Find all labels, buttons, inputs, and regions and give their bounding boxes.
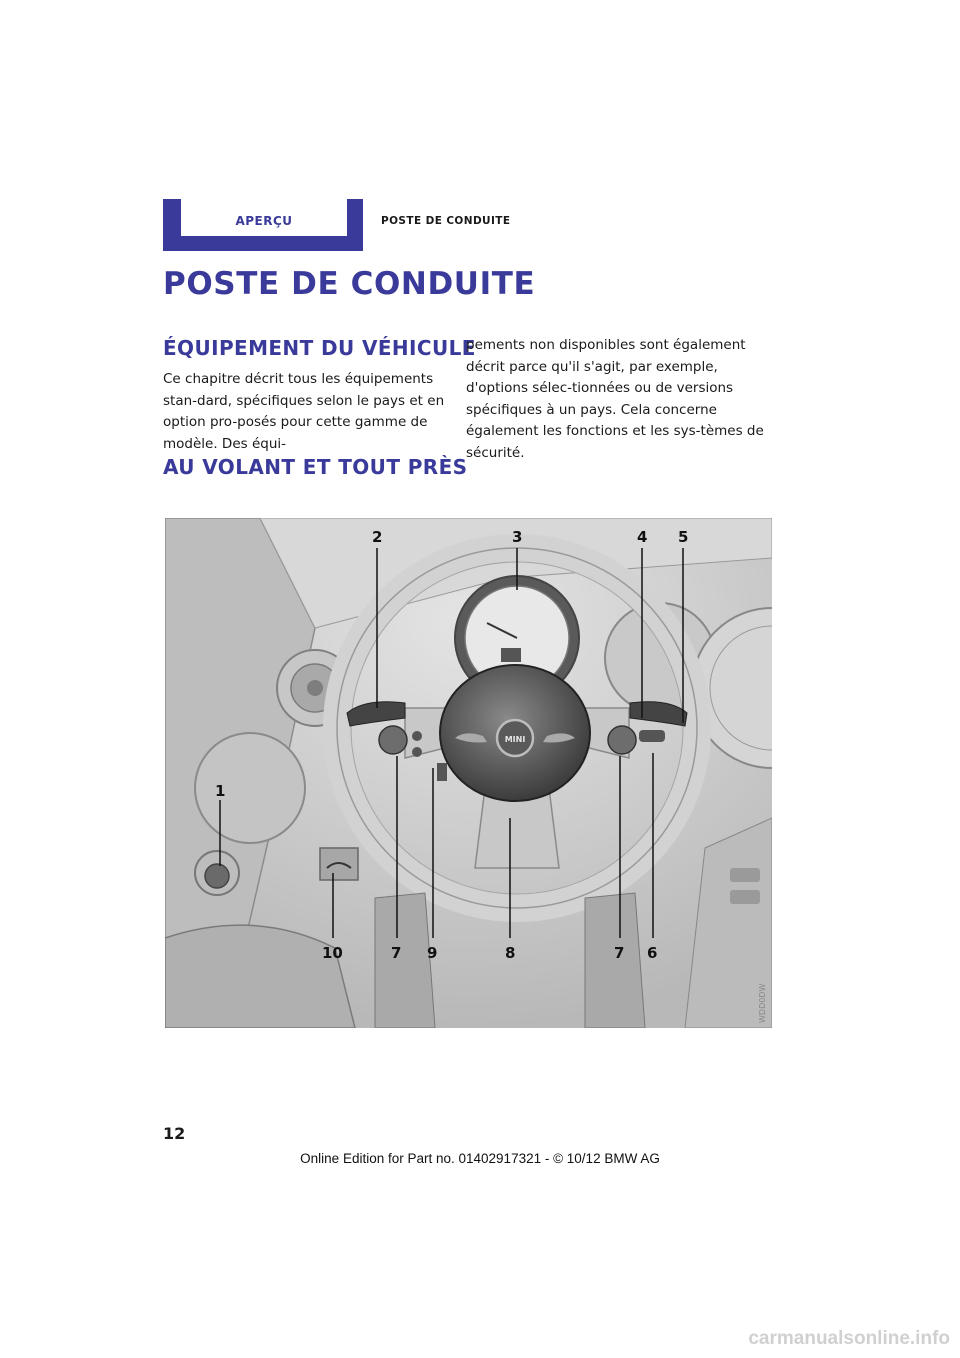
callout-10: 10 bbox=[322, 944, 343, 962]
callout-4: 4 bbox=[637, 528, 648, 546]
callout-7-left: 7 bbox=[391, 944, 402, 962]
section-heading-steering: AU VOLANT ET TOUT PRÈS bbox=[163, 455, 468, 479]
mirror-adjust-knob bbox=[205, 864, 229, 888]
header-section-tag: POSTE DE CONDUITE bbox=[381, 215, 511, 227]
header-tab-label[interactable]: APERÇU bbox=[235, 214, 293, 228]
callout-2: 2 bbox=[372, 528, 383, 546]
callout-7-right: 7 bbox=[614, 944, 625, 962]
page-number: 12 bbox=[163, 1124, 186, 1143]
site-watermark: carmanualsonline.info bbox=[748, 1328, 950, 1349]
pedal-left bbox=[375, 893, 438, 1028]
cruise-control-switch bbox=[639, 730, 665, 742]
callout-5: 5 bbox=[678, 528, 689, 546]
callout-1: 1 bbox=[215, 782, 226, 800]
image-code: WDD0DW bbox=[758, 983, 767, 1023]
equipment-paragraph-col2: pements non disponibles sont également décrit parce qu'il s'agit, par exemple, d'options sélec-tionnées ou de versions spécifiques à un pays. Cela concerne également les fonctions et les sys-tèmes de sécurité. bbox=[466, 337, 764, 461]
footer-edition-note: Online Edition for Part no. 01402917321 - © 10/12 BMW AG bbox=[300, 1151, 660, 1166]
cockpit-illustration bbox=[165, 518, 772, 1028]
callout-6: 6 bbox=[647, 944, 658, 962]
cockpit-drawing bbox=[165, 518, 772, 1028]
callout-8: 8 bbox=[505, 944, 516, 962]
horn-indicator bbox=[437, 763, 447, 781]
right-multifunction-buttons bbox=[608, 726, 636, 754]
section-heading-equipment: ÉQUIPEMENT DU VÉHICULE bbox=[163, 336, 476, 360]
left-multifunction-buttons bbox=[379, 726, 407, 754]
door-panel bbox=[195, 733, 305, 843]
page-title: POSTE DE CONDUITE bbox=[163, 266, 536, 302]
equipment-paragraph-col1: Ce chapitre décrit tous les équipements stan-dard, spécifiques selon le pays et en option pro-posés pour cette gamme de modèle. Des équi- bbox=[163, 371, 445, 452]
mini-logo-text: MINI bbox=[504, 735, 526, 744]
callout-9: 9 bbox=[427, 944, 438, 962]
callout-3: 3 bbox=[512, 528, 523, 546]
